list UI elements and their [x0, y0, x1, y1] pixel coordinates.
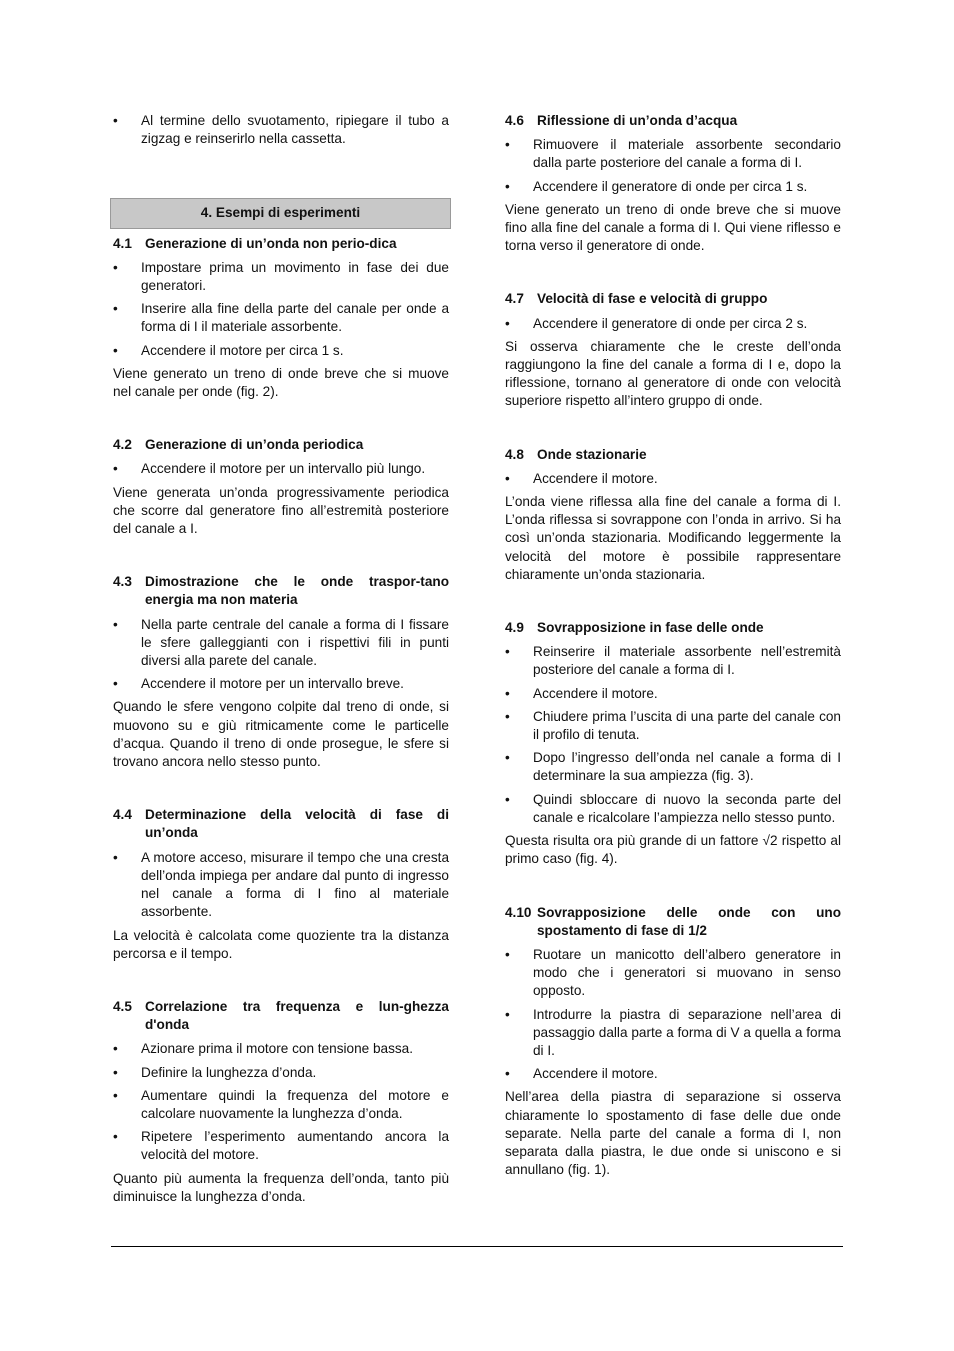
list-item: • Aumentare quindi la frequenza del motore e calcolare nuovamente la lunghezza d’onda. — [113, 1087, 449, 1123]
heading-text: Determinazione della velocità di fase di un’onda — [145, 807, 449, 841]
list-item: • Inserire alla fine della parte del canale per onde a forma di I il materiale assorbente. — [113, 300, 449, 336]
list-item: • Ruotare un manicotto dell’albero generatore in modo che i generatori si muovano in senso opposto. — [505, 946, 841, 1001]
list-item: • Chiudere prima l’uscita di una parte del canale con il profilo di tenuta. — [505, 708, 841, 744]
paragraph-4-1: Viene generato un treno di onde breve che si muove nel canale per onde (fig. 2). — [113, 365, 449, 400]
list-item: • Impostare prima un movimento in fase dei due generatori. — [113, 259, 449, 295]
heading-number: 4.8 — [505, 446, 524, 462]
list-item: • Accendere il motore per circa 1 s. — [113, 342, 449, 360]
bullets-4-1 — [113, 259, 449, 360]
intro-bullets — [113, 112, 449, 148]
heading-number: 4.3 — [113, 574, 132, 590]
heading-4-6 — [505, 112, 841, 130]
heading-number: 4.1 — [113, 235, 132, 251]
heading-4-3 — [113, 573, 449, 609]
paragraph-4-8: L’onda viene riflessa alla fine del canale a forma di I. L’onda riflessa si sovrappone con l’onda in arrivo. Si ha così un’onda stazionaria. Modificando leggermente la velocità del motore è possibile rappresentare chiaramente un’onda stazionaria. — [505, 494, 841, 582]
list-item: • Accendere il motore. — [505, 470, 841, 488]
list-item: • Introdurre la piastra di separazione nell’area di passaggio dalla parte a forma di V a quella a forma di I. — [505, 1006, 841, 1061]
heading-number: 4.4 — [113, 807, 132, 823]
list-item: • Accendere il generatore di onde per circa 2 s. — [505, 315, 841, 333]
section-title: 4. Esempi di esperimenti — [110, 198, 451, 228]
list-item: • Accendere il generatore di onde per circa 1 s. — [505, 178, 841, 196]
list-item: • Rimuovere il materiale assorbente secondario dalla parte posteriore del canale a forma di I. — [505, 136, 841, 172]
list-item: • Accendere il motore. — [505, 685, 841, 703]
paragraph-4-5: Quanto più aumenta la frequenza dell’onda, tanto più diminuisce la lunghezza d’onda. — [113, 1170, 449, 1204]
paragraph-4-10: Nell’area della piastra di separazione si osserva chiaramente lo spostamento di fase delle due onde separate. Nella parte del canale a forma di I, non separata dalla piastra, le due onde si uniscono e si annullano (fig. 1). — [505, 1089, 841, 1178]
heading-4-9 — [505, 619, 841, 637]
bullets-4-10 — [505, 946, 841, 1083]
list-item: • Accendere il motore per un intervallo breve. — [113, 675, 449, 693]
list-item: • Definire la lunghezza d’onda. — [113, 1064, 449, 1082]
heading-text: Sovrapposizione in fase delle onde — [537, 620, 764, 636]
heading-text: Onde stazionarie — [537, 446, 647, 462]
bullets-4-9 — [505, 643, 841, 827]
heading-text: Sovrapposizione delle onde con uno spostamento di fase di 1/2 — [537, 904, 841, 938]
heading-number: 4.7 — [505, 291, 524, 307]
heading-4-2 — [113, 436, 449, 454]
right-column — [505, 112, 841, 1184]
heading-4-1 — [113, 235, 449, 253]
heading-4-5 — [113, 998, 449, 1034]
paragraph-4-3: Quando le sfere vengono colpite dal treno di onde, si muovono su e giù ritmicamente come le particelle d’acqua. Quando il treno di onde prosegue, le sfere si trovano ancora nello stesso punto. — [113, 699, 449, 770]
bullets-4-6 — [505, 136, 841, 196]
left-column — [113, 112, 449, 1211]
heading-number: 4.10 — [505, 904, 532, 920]
heading-text: Generazione di un’onda non perio-dica — [145, 235, 397, 251]
heading-4-10 — [505, 904, 841, 940]
paragraph-4-7: Si osserva chiaramente che le creste dell’onda raggiungono la fine del canale a forma di I e, dopo la riflessione, tornano al generatore di onde con velocità superiore rispetto all’intero gruppo di onde. — [505, 338, 841, 409]
heading-number: 4.9 — [505, 620, 524, 636]
bullets-4-5 — [113, 1040, 449, 1164]
paragraph-4-4: La velocità è calcolata come quoziente tra la distanza percorsa e il tempo. — [113, 927, 449, 961]
footer-divider — [111, 1246, 843, 1247]
list-item: • A motore acceso, misurare il tempo che una cresta dell’onda impiega per andare dal punto di ingresso nel canale a forma di I fino al materiale assorbente. — [113, 849, 449, 922]
list-item: • Reinserire il materiale assorbente nell’estremità posteriore del canale a forma di I. — [505, 643, 841, 679]
heading-number: 4.2 — [113, 437, 132, 453]
heading-number: 4.5 — [113, 998, 132, 1014]
heading-text: Riflessione di un’onda d’acqua — [537, 113, 738, 128]
heading-text: Velocità di fase e velocità di gruppo — [537, 291, 768, 307]
list-item: • Accendere il motore. — [505, 1065, 841, 1083]
heading-4-4 — [113, 806, 449, 842]
bullets-4-4 — [113, 849, 449, 922]
bullets-4-2 — [113, 460, 449, 478]
heading-number: 4.6 — [505, 113, 524, 128]
bullets-4-8 — [505, 470, 841, 488]
paragraph-4-9: Questa risulta ora più grande di un fattore √2 rispetto al primo caso (fig. 4). — [505, 833, 841, 867]
paragraph-4-6: Viene generato un treno di onde breve che si muove fino alla fine del canale a forma di I. Qui viene riflesso e torna verso il generatore di onde. — [505, 201, 841, 254]
heading-text: Dimostrazione che le onde traspor-tano energia ma non materia — [145, 574, 449, 608]
bullets-4-3 — [113, 616, 449, 694]
heading-text: Correlazione tra frequenza e lun-ghezza d'onda — [145, 998, 449, 1033]
heading-4-7 — [505, 290, 841, 308]
paragraph-4-2: Viene generata un’onda progressivamente periodica che scorre dal generatore fino all’estremità posteriore del canale a I. — [113, 484, 449, 537]
list-item: • Ripetere l’esperimento aumentando ancora la velocità del motore. — [113, 1128, 449, 1164]
heading-4-8 — [505, 446, 841, 464]
list-item: • Al termine dello svuotamento, ripiegare il tubo a zigzag e reinserirlo nella cassetta. — [113, 112, 449, 148]
heading-text: Generazione di un’onda periodica — [145, 437, 364, 453]
list-item: • Dopo l’ingresso dell’onda nel canale a forma di I determinare la sua ampiezza (fig. 3). — [505, 749, 841, 785]
list-item: • Quindi sbloccare di nuovo la seconda parte del canale e ricalcolare l’ampiezza nello stesso punto. — [505, 791, 841, 827]
list-item: • Accendere il motore per un intervallo più lungo. — [113, 460, 449, 478]
list-item: • Azionare prima il motore con tensione bassa. — [113, 1040, 449, 1058]
bullets-4-7 — [505, 315, 841, 333]
list-item: • Nella parte centrale del canale a forma di I fissare le sfere galleggianti con i rispettivi fili in punti diversi alla parete del canale. — [113, 616, 449, 671]
